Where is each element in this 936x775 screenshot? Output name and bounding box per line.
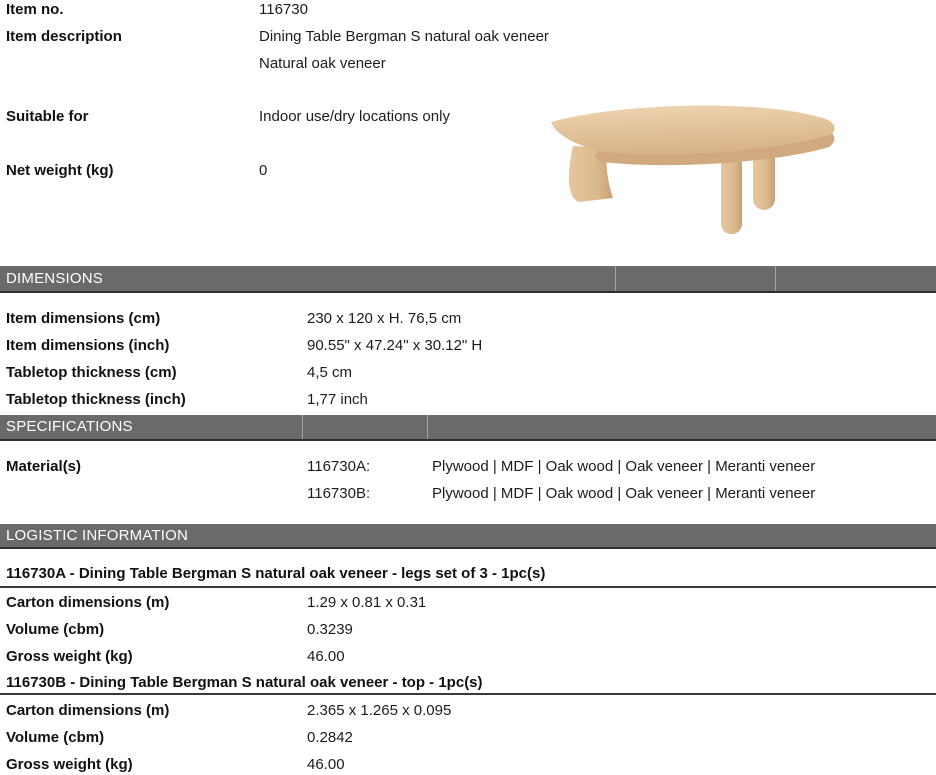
section-header-logistic-information [0, 524, 936, 549]
item-dimensions-inch-value: 90.55" x 47.24" x 30.12" H [307, 337, 483, 354]
section-title: SPECIFICATIONS [6, 418, 133, 435]
suitable-for-value: Indoor use/dry locations only [259, 108, 450, 125]
net-weight-value: 0 [259, 162, 268, 179]
section-header-dimensions [0, 266, 936, 293]
section-header-specifications [0, 415, 936, 441]
volume-a-label: Volume (cbm) [6, 621, 105, 638]
item-dimensions-cm-label: Item dimensions (cm) [6, 310, 161, 327]
carton-dimensions-b-label: Carton dimensions (m) [6, 702, 170, 719]
tabletop-thickness-inch-label: Tabletop thickness (inch) [6, 391, 186, 408]
volume-a-value: 0.3239 [307, 621, 353, 638]
gross-weight-a-label: Gross weight (kg) [6, 648, 133, 665]
carton-dimensions-b-value: 2.365 x 1.265 x 0.095 [307, 702, 452, 719]
header-cell-divider [615, 266, 616, 291]
material-code-b: 116730B: [307, 485, 371, 502]
net-weight-label: Net weight (kg) [6, 162, 114, 179]
materials-label: Material(s) [6, 458, 82, 475]
material-value-a: Plywood | MDF | Oak wood | Oak veneer | Meranti veneer [432, 458, 816, 475]
item-description-value: Dining Table Bergman S natural oak veneer [259, 28, 549, 45]
item-no-label: Item no. [6, 1, 64, 18]
item-dimensions-cm-value: 230 x 120 x H. 76,5 cm [307, 310, 462, 327]
material-code-a: 116730A: [307, 458, 371, 475]
package-a-header [0, 565, 936, 588]
gross-weight-a-value: 46.00 [307, 648, 345, 665]
item-dimensions-inch-label: Item dimensions (inch) [6, 337, 170, 354]
gross-weight-b-value: 46.00 [307, 756, 345, 773]
header-cell-divider [427, 415, 428, 439]
section-title: DIMENSIONS [6, 270, 104, 287]
item-description-value-line2: Natural oak veneer [259, 55, 386, 72]
package-b-header-text: 116730B - Dining Table Bergman S natural oak veneer - top - 1pc(s) [6, 674, 483, 691]
section-title: LOGISTIC INFORMATION [6, 527, 189, 544]
tabletop-thickness-inch-value: 1,77 inch [307, 391, 368, 408]
carton-dimensions-a-value: 1.29 x 0.81 x 0.31 [307, 594, 427, 611]
item-description-label: Item description [6, 28, 122, 45]
gross-weight-b-label: Gross weight (kg) [6, 756, 133, 773]
header-cell-divider [302, 415, 303, 439]
suitable-for-label: Suitable for [6, 108, 89, 125]
package-a-header-text: 116730A - Dining Table Bergman S natural oak veneer - legs set of 3 - 1pc(s) [6, 565, 546, 582]
tabletop-thickness-cm-label: Tabletop thickness (cm) [6, 364, 177, 381]
package-b-header [0, 674, 936, 695]
item-no-value: 116730 [259, 1, 308, 18]
tabletop-thickness-cm-value: 4,5 cm [307, 364, 353, 381]
header-cell-divider [775, 266, 776, 291]
volume-b-value: 0.2842 [307, 729, 353, 746]
product-photo-dining-table [545, 82, 935, 260]
carton-dimensions-a-label: Carton dimensions (m) [6, 594, 170, 611]
volume-b-label: Volume (cbm) [6, 729, 105, 746]
material-value-b: Plywood | MDF | Oak wood | Oak veneer | Meranti veneer [432, 485, 816, 502]
